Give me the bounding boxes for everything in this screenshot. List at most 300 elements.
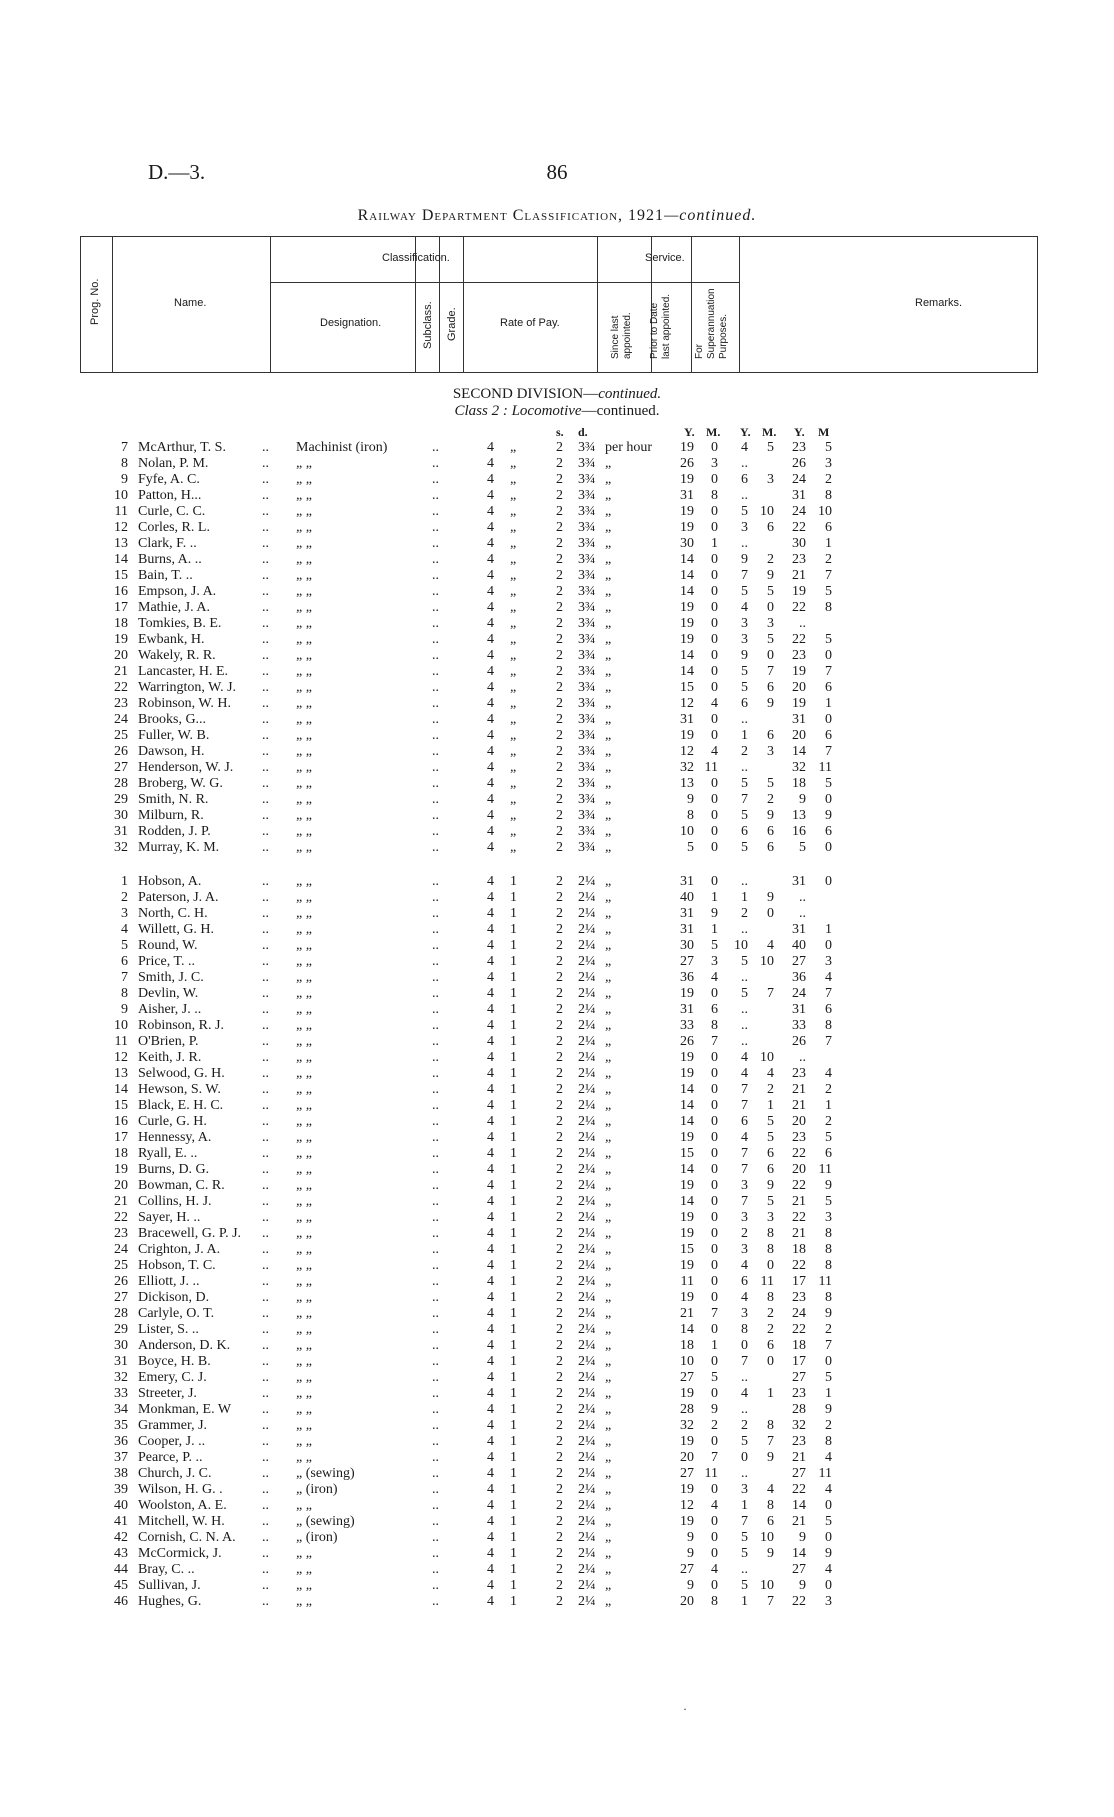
cell-rate-shillings: 2 xyxy=(556,680,563,695)
cell-since-months: 0 xyxy=(711,1146,718,1161)
cell-super-months: 0 xyxy=(825,874,832,889)
cell-rate-pence: 3¾ xyxy=(578,792,596,807)
cell-subclass: 4 xyxy=(487,1306,494,1321)
cell-since-years: 14 xyxy=(680,664,694,679)
cell-super-months: 1 xyxy=(825,1098,832,1113)
cell-prog-no: 11 xyxy=(114,504,128,519)
cell-prior-years: 5 xyxy=(741,840,748,855)
table-row xyxy=(0,616,1114,632)
cell-super-years: 23 xyxy=(792,440,806,455)
cell-since-years: 33 xyxy=(680,1018,694,1033)
cell-rate-unit: „ xyxy=(605,552,612,567)
cell-prog-no: 29 xyxy=(114,1322,128,1337)
stray-mark: · xyxy=(683,1702,687,1716)
cell-rate-pence: 2¼ xyxy=(578,1402,596,1417)
cell-leader-dots: .. xyxy=(432,1306,439,1321)
cell-rate-shillings: 2 xyxy=(556,1178,563,1193)
cell-leader-dots: .. xyxy=(262,472,269,487)
cell-prior-months: 0 xyxy=(767,1354,774,1369)
cell-prog-no: 28 xyxy=(114,776,128,791)
cell-prior-months: 4 xyxy=(767,1066,774,1081)
cell-grade: 1 xyxy=(510,1450,517,1465)
cell-rate-unit: „ xyxy=(605,600,612,615)
cell-since-years: 19 xyxy=(680,1482,694,1497)
cell-leader-dots: .. xyxy=(432,1242,439,1257)
cell-prior-years: 2 xyxy=(741,906,748,921)
cell-prior-years: 4 xyxy=(741,1130,748,1145)
cell-super-months: 4 xyxy=(825,1562,832,1577)
cell-super-months: 3 xyxy=(825,456,832,471)
cell-prog-no: 32 xyxy=(114,1370,128,1385)
cell-super-months: 0 xyxy=(825,648,832,663)
cell-since-years: 36 xyxy=(680,970,694,985)
cell-rate-unit: „ xyxy=(605,1386,612,1401)
cell-name: Hennessy, A. xyxy=(138,1130,212,1145)
cell-subclass: 4 xyxy=(487,776,494,791)
cell-subclass: 4 xyxy=(487,648,494,663)
table-row xyxy=(0,1194,1114,1210)
cell-since-years: 20 xyxy=(680,1450,694,1465)
cell-rate-pence: 2¼ xyxy=(578,1370,596,1385)
cell-prog-no: 26 xyxy=(114,1274,128,1289)
cell-rate-pence: 2¼ xyxy=(578,1082,596,1097)
table-row xyxy=(0,712,1114,728)
cell-subclass: 4 xyxy=(487,584,494,599)
cell-rate-shillings: 2 xyxy=(556,1162,563,1177)
cell-since-months: 3 xyxy=(711,954,718,969)
cell-rate-pence: 2¼ xyxy=(578,1322,596,1337)
cell-leader-dots: .. xyxy=(262,1002,269,1017)
cell-rate-pence: 2¼ xyxy=(578,1498,596,1513)
cell-prog-no: 29 xyxy=(114,792,128,807)
cell-grade: 1 xyxy=(510,1018,517,1033)
cell-rate-shillings: 2 xyxy=(556,664,563,679)
cell-since-years: 40 xyxy=(680,890,694,905)
cell-leader-dots: .. xyxy=(432,1066,439,1081)
cell-leader-dots: .. xyxy=(432,1434,439,1449)
cell-since-months: 0 xyxy=(711,1354,718,1369)
cell-subclass: 4 xyxy=(487,890,494,905)
cell-prog-no: 27 xyxy=(114,1290,128,1305)
cell-name: Willett, G. H. xyxy=(138,922,215,937)
cell-leader-dots: .. xyxy=(262,938,269,953)
cell-designation: „ „ xyxy=(296,1274,312,1289)
cell-subclass: 4 xyxy=(487,1402,494,1417)
cell-designation: „ „ xyxy=(296,1098,312,1113)
cell-since-months: 0 xyxy=(711,520,718,535)
cell-super-months: 6 xyxy=(825,824,832,839)
cell-name: Curle, G. H. xyxy=(138,1114,207,1129)
cell-prior-years: .. xyxy=(741,760,748,775)
cell-prog-no: 22 xyxy=(114,1210,128,1225)
cell-super-months: 7 xyxy=(825,1338,832,1353)
cell-super-years: 27 xyxy=(792,1562,806,1577)
cell-rate-shillings: 2 xyxy=(556,1418,563,1433)
cell-designation: „ „ xyxy=(296,616,312,631)
cell-name: Wilson, H. G. . xyxy=(138,1482,223,1497)
class-continued: —continued. xyxy=(581,403,660,419)
cell-rate-unit: „ xyxy=(605,1338,612,1353)
cell-super-months: 7 xyxy=(825,744,832,759)
cell-rate-pence: 3¾ xyxy=(578,776,596,791)
cell-super-months: 5 xyxy=(825,584,832,599)
cell-since-months: 0 xyxy=(711,1258,718,1273)
cell-grade: 1 xyxy=(510,1386,517,1401)
title-continued: —continued. xyxy=(664,207,757,224)
cell-since-years: 19 xyxy=(680,520,694,535)
cell-designation: „ „ xyxy=(296,776,312,791)
cell-prog-no: 15 xyxy=(114,568,128,583)
cell-subclass: 4 xyxy=(487,1002,494,1017)
cell-rate-pence: 3¾ xyxy=(578,520,596,535)
cell-leader-dots: .. xyxy=(262,1370,269,1385)
cell-rate-pence: 2¼ xyxy=(578,1306,596,1321)
cell-super-months: 7 xyxy=(825,664,832,679)
cell-subclass: 4 xyxy=(487,1066,494,1081)
cell-leader-dots: .. xyxy=(262,1098,269,1113)
cell-subclass: 4 xyxy=(487,488,494,503)
cell-super-years: 18 xyxy=(792,776,806,791)
cell-designation: „ „ xyxy=(296,824,312,839)
cell-subclass: 4 xyxy=(487,1338,494,1353)
cell-subclass: 4 xyxy=(487,632,494,647)
cell-super-years: 22 xyxy=(792,600,806,615)
cell-super-years: 23 xyxy=(792,648,806,663)
cell-prior-months: 7 xyxy=(767,1594,774,1609)
cell-rate-shillings: 2 xyxy=(556,1034,563,1049)
cell-prior-years: 4 xyxy=(741,1050,748,1065)
cell-subclass: 4 xyxy=(487,1594,494,1609)
cell-since-years: 19 xyxy=(680,1258,694,1273)
cell-since-months: 0 xyxy=(711,1290,718,1305)
cell-rate-pence: 2¼ xyxy=(578,1338,596,1353)
cell-super-years: 31 xyxy=(792,922,806,937)
cell-rate-shillings: 2 xyxy=(556,760,563,775)
cell-prior-years: 3 xyxy=(741,1482,748,1497)
cell-since-months: 0 xyxy=(711,616,718,631)
cell-grade: „ xyxy=(510,728,517,743)
cell-subclass: 4 xyxy=(487,728,494,743)
cell-leader-dots: .. xyxy=(432,1450,439,1465)
cell-rate-pence: 2¼ xyxy=(578,1386,596,1401)
cell-grade: 1 xyxy=(510,1210,517,1225)
cell-super-months: 4 xyxy=(825,1450,832,1465)
cell-prog-no: 14 xyxy=(114,1082,128,1097)
cell-prior-months: 9 xyxy=(767,1178,774,1193)
cell-prior-years: 9 xyxy=(741,552,748,567)
cell-since-years: 14 xyxy=(680,1098,694,1113)
cell-since-months: 0 xyxy=(711,1546,718,1561)
cell-name: Corles, R. L. xyxy=(138,520,210,535)
cell-super-years: 21 xyxy=(792,568,806,583)
cell-rate-unit: „ xyxy=(605,504,612,519)
cell-prior-years: 2 xyxy=(741,1226,748,1241)
cell-rate-unit: „ xyxy=(605,488,612,503)
cell-name: Hobson, T. C. xyxy=(138,1258,216,1273)
cell-since-months: 4 xyxy=(711,744,718,759)
cell-super-years: 24 xyxy=(792,1306,806,1321)
cell-subclass: 4 xyxy=(487,1194,494,1209)
cell-rate-pence: 2¼ xyxy=(578,938,596,953)
cell-subclass: 4 xyxy=(487,1082,494,1097)
cell-since-months: 7 xyxy=(711,1034,718,1049)
cell-leader-dots: .. xyxy=(262,840,269,855)
table-row xyxy=(0,456,1114,472)
cell-rate-unit: „ xyxy=(605,1114,612,1129)
cell-super-years: 21 xyxy=(792,1082,806,1097)
cell-rate-unit: „ xyxy=(605,472,612,487)
cell-leader-dots: .. xyxy=(432,840,439,855)
cell-designation: „ „ xyxy=(296,1498,312,1513)
cell-prior-years: 2 xyxy=(741,744,748,759)
cell-leader-dots: .. xyxy=(262,1530,269,1545)
cell-since-years: 19 xyxy=(680,1434,694,1449)
cell-designation: „ „ xyxy=(296,1066,312,1081)
cell-prior-years: 7 xyxy=(741,1354,748,1369)
cell-super-months: 2 xyxy=(825,1114,832,1129)
cell-since-years: 32 xyxy=(680,760,694,775)
cell-leader-dots: .. xyxy=(262,1274,269,1289)
cell-super-years: 14 xyxy=(792,744,806,759)
cell-designation: „ „ xyxy=(296,954,312,969)
cell-prior-months: 9 xyxy=(767,1546,774,1561)
cell-rate-shillings: 2 xyxy=(556,552,563,567)
cell-designation: „ „ xyxy=(296,680,312,695)
cell-prior-years: .. xyxy=(741,456,748,471)
cell-leader-dots: .. xyxy=(432,1482,439,1497)
cell-prog-no: 10 xyxy=(114,488,128,503)
cell-since-years: 19 xyxy=(680,1066,694,1081)
cell-prior-months: 7 xyxy=(767,664,774,679)
cell-rate-unit: „ xyxy=(605,728,612,743)
cell-super-years: 20 xyxy=(792,728,806,743)
cell-rate-shillings: 2 xyxy=(556,568,563,583)
cell-leader-dots: .. xyxy=(262,520,269,535)
cell-since-months: 0 xyxy=(711,1098,718,1113)
cell-since-years: 19 xyxy=(680,600,694,615)
cell-leader-dots: .. xyxy=(262,808,269,823)
cell-grade: „ xyxy=(510,552,517,567)
cell-leader-dots: .. xyxy=(262,712,269,727)
cell-since-months: 0 xyxy=(711,664,718,679)
cell-since-years: 30 xyxy=(680,938,694,953)
cell-grade: 1 xyxy=(510,1130,517,1145)
cell-designation: „ „ xyxy=(296,568,312,583)
cell-since-months: 0 xyxy=(711,472,718,487)
cell-leader-dots: .. xyxy=(262,1210,269,1225)
cell-super-years: 24 xyxy=(792,504,806,519)
cell-prior-months: 1 xyxy=(767,1098,774,1113)
table-row xyxy=(0,792,1114,808)
cell-grade: 1 xyxy=(510,938,517,953)
cell-rate-shillings: 2 xyxy=(556,504,563,519)
cell-leader-dots: .. xyxy=(262,1146,269,1161)
table-row xyxy=(0,1402,1114,1418)
cell-subclass: 4 xyxy=(487,1530,494,1545)
cell-name: Hewson, S. W. xyxy=(138,1082,221,1097)
cell-super-years: 23 xyxy=(792,1290,806,1305)
cell-name: Clark, F. .. xyxy=(138,536,197,551)
cell-super-months: 7 xyxy=(825,986,832,1001)
cell-rate-shillings: 2 xyxy=(556,792,563,807)
cell-leader-dots: .. xyxy=(262,1594,269,1609)
cell-prog-no: 20 xyxy=(114,648,128,663)
cell-super-months: 8 xyxy=(825,600,832,615)
cell-since-years: 9 xyxy=(687,1530,694,1545)
cell-rate-unit: „ xyxy=(605,1306,612,1321)
cell-prior-months: 2 xyxy=(767,1306,774,1321)
cell-name: Hobson, A. xyxy=(138,874,202,889)
cell-designation: Machinist (iron) xyxy=(296,440,388,455)
class-label: Class 2 : xyxy=(454,403,512,419)
cell-grade: 1 xyxy=(510,1066,517,1081)
cell-prog-no: 34 xyxy=(114,1402,128,1417)
cell-prog-no: 43 xyxy=(114,1546,128,1561)
cell-name: Devlin, W. xyxy=(138,986,199,1001)
cell-prog-no: 24 xyxy=(114,1242,128,1257)
cell-since-months: 0 xyxy=(711,1130,718,1145)
cell-since-years: 10 xyxy=(680,824,694,839)
cell-rate-unit: „ xyxy=(605,760,612,775)
cell-prior-months: 3 xyxy=(767,1210,774,1225)
cell-subclass: 4 xyxy=(487,1130,494,1145)
cell-prior-months: 5 xyxy=(767,776,774,791)
cell-rate-unit: „ xyxy=(605,1354,612,1369)
table-row xyxy=(0,1034,1114,1050)
cell-name: Bain, T. .. xyxy=(138,568,193,583)
cell-rate-shillings: 2 xyxy=(556,1562,563,1577)
cell-since-months: 0 xyxy=(711,1482,718,1497)
cell-prog-no: 16 xyxy=(114,584,128,599)
cell-designation: „ „ xyxy=(296,1386,312,1401)
cell-grade: 1 xyxy=(510,1338,517,1353)
cell-rate-shillings: 2 xyxy=(556,938,563,953)
cell-prior-months: 3 xyxy=(767,616,774,631)
cell-grade: „ xyxy=(510,504,517,519)
cell-leader-dots: .. xyxy=(262,744,269,759)
cell-rate-pence: 3¾ xyxy=(578,440,596,455)
cell-leader-dots: .. xyxy=(262,632,269,647)
cell-prior-years: 0 xyxy=(741,1338,748,1353)
cell-rate-shillings: 2 xyxy=(556,1114,563,1129)
cell-prior-years: .. xyxy=(741,970,748,985)
cell-prior-years: 6 xyxy=(741,696,748,711)
cell-leader-dots: .. xyxy=(432,648,439,663)
cell-since-years: 5 xyxy=(687,840,694,855)
cell-rate-unit: „ xyxy=(605,1002,612,1017)
cell-name: McCormick, J. xyxy=(138,1546,222,1561)
col-classification: Classification. xyxy=(382,252,450,264)
cell-grade: 1 xyxy=(510,906,517,921)
cell-subclass: 4 xyxy=(487,520,494,535)
table-row xyxy=(0,1066,1114,1082)
cell-name: Broberg, W. G. xyxy=(138,776,223,791)
cell-super-months: 11 xyxy=(818,760,832,775)
table-row xyxy=(0,584,1114,600)
cell-super-years: 20 xyxy=(792,1114,806,1129)
cell-since-months: 0 xyxy=(711,632,718,647)
table-row xyxy=(0,1482,1114,1498)
cell-super-months: 2 xyxy=(825,1322,832,1337)
cell-super-years: 28 xyxy=(792,1402,806,1417)
cell-super-years: 22 xyxy=(792,1258,806,1273)
cell-rate-shillings: 2 xyxy=(556,1434,563,1449)
cell-prior-years: 4 xyxy=(741,1258,748,1273)
cell-prog-no: 25 xyxy=(114,1258,128,1273)
cell-leader-dots: .. xyxy=(262,1466,269,1481)
cell-since-years: 14 xyxy=(680,1322,694,1337)
cell-prog-no: 37 xyxy=(114,1450,128,1465)
cell-leader-dots: .. xyxy=(262,1578,269,1593)
cell-leader-dots: .. xyxy=(262,1386,269,1401)
cell-leader-dots: .. xyxy=(262,456,269,471)
table-row xyxy=(0,488,1114,504)
title-main: Railway Department Classification, 1921 xyxy=(357,207,665,224)
cell-super-years: 30 xyxy=(792,536,806,551)
cell-leader-dots: .. xyxy=(432,808,439,823)
cell-super-years: 27 xyxy=(792,1370,806,1385)
cell-prog-no: 8 xyxy=(121,986,128,1001)
table-row xyxy=(0,1578,1114,1594)
cell-rate-shillings: 2 xyxy=(556,1002,563,1017)
cell-leader-dots: .. xyxy=(432,472,439,487)
cell-since-months: 4 xyxy=(711,696,718,711)
cell-leader-dots: .. xyxy=(432,456,439,471)
cell-leader-dots: .. xyxy=(432,552,439,567)
cell-super-years: 27 xyxy=(792,1466,806,1481)
cell-prog-no: 31 xyxy=(114,1354,128,1369)
table-row xyxy=(0,824,1114,840)
cell-prior-years: 4 xyxy=(741,1386,748,1401)
cell-prior-years: 9 xyxy=(741,648,748,663)
cell-prior-months: 10 xyxy=(760,954,774,969)
cell-name: Empson, J. A. xyxy=(138,584,217,599)
cell-prog-no: 16 xyxy=(114,1114,128,1129)
table-row xyxy=(0,472,1114,488)
cell-leader-dots: .. xyxy=(262,536,269,551)
cell-since-months: 0 xyxy=(711,584,718,599)
cell-rate-shillings: 2 xyxy=(556,728,563,743)
cell-prior-years: 5 xyxy=(741,664,748,679)
cell-leader-dots: .. xyxy=(432,1370,439,1385)
cell-leader-dots: .. xyxy=(262,1338,269,1353)
cell-prior-months: 10 xyxy=(760,1530,774,1545)
cell-prior-years: 10 xyxy=(734,938,748,953)
cell-rate-pence: 3¾ xyxy=(578,696,596,711)
cell-grade: 1 xyxy=(510,1194,517,1209)
cell-subclass: 4 xyxy=(487,440,494,455)
cell-name: Collins, H. J. xyxy=(138,1194,212,1209)
cell-subclass: 4 xyxy=(487,792,494,807)
table-row xyxy=(0,1322,1114,1338)
cell-subclass: 4 xyxy=(487,1018,494,1033)
cell-designation: „ (sewing) xyxy=(296,1466,355,1481)
cell-rate-pence: 2¼ xyxy=(578,1018,596,1033)
cell-leader-dots: .. xyxy=(432,1002,439,1017)
cell-since-months: 0 xyxy=(711,874,718,889)
cell-super-years: 23 xyxy=(792,1130,806,1145)
cell-since-months: 9 xyxy=(711,1402,718,1417)
cell-name: Dickison, D. xyxy=(138,1290,210,1305)
cell-rate-pence: 3¾ xyxy=(578,536,596,551)
cell-rate-shillings: 2 xyxy=(556,744,563,759)
cell-prior-months: 5 xyxy=(767,1194,774,1209)
cell-prior-years: 7 xyxy=(741,1162,748,1177)
table-row xyxy=(0,568,1114,584)
cell-prior-months: 9 xyxy=(767,890,774,905)
cell-prior-months: 2 xyxy=(767,552,774,567)
cell-grade: „ xyxy=(510,648,517,663)
